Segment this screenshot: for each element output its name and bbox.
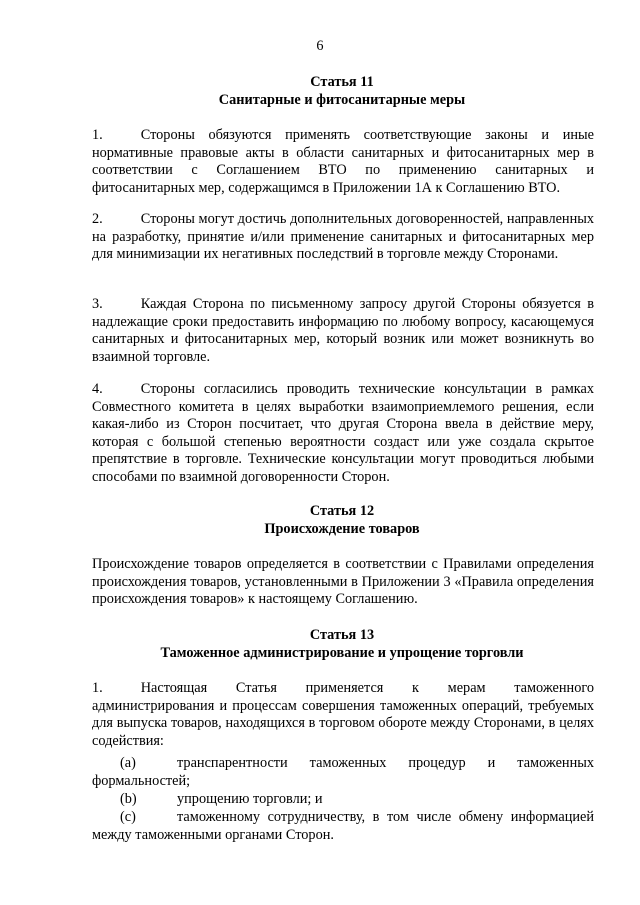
list-item-label: (c)	[120, 809, 136, 825]
article-11-paragraph-1	[92, 127, 594, 197]
list-item-text: таможенному сотрудничеству, в том числе обмену информацией между таможенными органами Сторон.	[92, 809, 594, 843]
paragraph-number: 1.	[92, 127, 103, 143]
article-12-paragraph: Происхождение товаров определяется в соответствии с Правилами определения происхождения товаров, установленными в Приложении 3 «Правила определения происхождения товаров» к настоящему Соглашению.	[92, 556, 594, 607]
article-11-paragraph-4	[92, 381, 594, 486]
paragraph-text: Стороны обязуются применять соответствующие законы и иные нормативные правовые акты в области санитарных и фитосанитарных мер в соответствии с Соглашением ВТО по применению санитарных и фитосанитарных мер, содержащимся в Приложении 1А к Соглашению ВТО.	[92, 127, 594, 196]
article-13-paragraph-1	[92, 680, 594, 750]
article-13-subtitle: Таможенное администрирование и упрощение торговли	[160, 645, 524, 661]
paragraph-text: Каждая Сторона по письменному запросу другой Стороны обязуется в надлежащие сроки предоставить информацию по любому вопросу, касающемуся санитарных и фитосанитарных мер, который возник или может возникнуть во взаимной торговле.	[92, 296, 594, 365]
list-item-text: транспарентности таможенных процедур и таможенных формальностей;	[92, 755, 594, 789]
list-item-b	[92, 791, 594, 809]
article-12-title: Статья 12	[309, 503, 375, 519]
list-item-label: (a)	[120, 755, 136, 771]
list-item-a	[92, 755, 594, 790]
article-11-paragraph-2	[92, 211, 594, 264]
article-11-subtitle: Санитарные и фитосанитарные меры	[218, 92, 466, 108]
paragraph-text: Стороны согласились проводить технические консультации в рамках Совместного комитета в целях выработки взаимоприемлемого решения, если какая-либо из Сторон посчитает, что другая Сторона ввела в действие меру, которая с большой степенью вероятности создаст или уже создала скрытое препятствие в торговле. Технические консультации могут проводиться любыми способами по взаимной договоренности Сторон.	[92, 381, 594, 485]
list-item-label: (b)	[120, 791, 137, 807]
list-item-text: упрощению торговли; и	[177, 791, 323, 807]
article-12-subtitle: Происхождение товаров	[264, 521, 420, 537]
paragraph-text: Стороны могут достичь дополнительных договоренностей, направленных на разработку, принятие и/или применение санитарных и фитосанитарных мер для минимизации их негативных последствий в торговле между Сторонами.	[92, 211, 594, 262]
article-13-title: Статья 13	[309, 627, 375, 643]
paragraph-text: Настоящая Статья применяется к мерам таможенного администрирования и процессам совершения таможенных операций, требуемых для выпуска товаров, находящихся в торговом обороте между Сторонами, в целях содействия:	[92, 680, 594, 749]
paragraph-number: 1.	[92, 680, 103, 696]
list-item-c	[92, 809, 594, 844]
paragraph-number: 4.	[92, 381, 103, 397]
paragraph-number: 3.	[92, 296, 103, 312]
page-number: 6	[316, 38, 324, 54]
article-11-paragraph-3	[92, 296, 594, 366]
paragraph-number: 2.	[92, 211, 103, 227]
article-11-title: Статья 11	[310, 74, 374, 90]
